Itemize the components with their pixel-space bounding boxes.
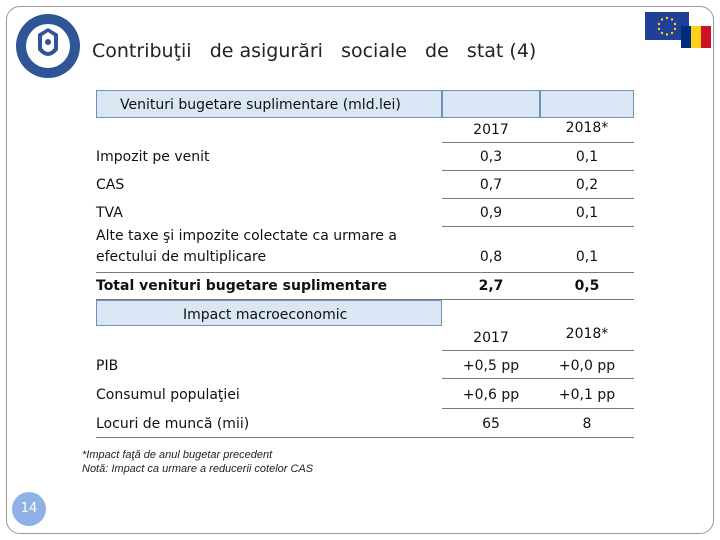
table1-col-2018: 2018* — [565, 120, 609, 136]
table2-header-label: Impact macroeconomic — [183, 307, 348, 323]
table-cell: 0,1 — [575, 205, 599, 221]
table-cell: +0,5 pp — [462, 358, 520, 374]
table-row-label: Impozit pe venit — [96, 149, 210, 165]
row-divider — [442, 226, 634, 227]
table-row-label: Consumul populaţiei — [96, 387, 240, 403]
table-cell: 65 — [482, 416, 500, 432]
table-cell: +0,6 pp — [462, 387, 520, 403]
row-divider — [442, 350, 634, 351]
eu-romania-flags-icon — [645, 12, 711, 48]
table-row-label: efectului de multiplicare — [96, 249, 267, 265]
table-cell: 8 — [582, 416, 592, 432]
table-cell: 0,1 — [575, 249, 599, 265]
table1-total-2017: 2,7 — [478, 278, 504, 294]
page-title: Contribuţii de asigurări sociale de stat (4) — [92, 40, 537, 62]
table-cell: 0,1 — [575, 149, 599, 165]
table-cell: 0,7 — [479, 177, 503, 193]
table-cell: 0,8 — [479, 249, 503, 265]
row-divider — [442, 170, 634, 171]
footnote-impact: *Impact faţă de anul bugetar precedent — [82, 449, 273, 461]
table-cell: 0,3 — [479, 149, 503, 165]
row-divider — [442, 408, 634, 409]
table-cell: +0,1 pp — [558, 387, 616, 403]
table1-2017-header-cell — [442, 90, 540, 118]
table-cell: +0,0 pp — [558, 358, 616, 374]
table-row-label: Alte taxe şi impozite colectate ca urmare a — [96, 228, 397, 244]
table-row-label: CAS — [96, 177, 125, 193]
table1-total-2018: 0,5 — [574, 278, 600, 294]
ministry-logo — [14, 12, 82, 80]
page-number: 14 — [12, 492, 46, 526]
table1-2018-header-cell — [540, 90, 634, 118]
row-divider — [96, 272, 634, 273]
row-divider — [442, 378, 634, 379]
table1-total-label: Total venituri bugetare suplimentare — [96, 278, 388, 294]
table-cell: 0,2 — [575, 177, 599, 193]
row-divider — [442, 198, 634, 199]
row-divider — [96, 437, 634, 438]
table2-col-2018: 2018* — [565, 326, 609, 342]
row-divider — [442, 142, 634, 143]
table2-col-2017: 2017 — [473, 330, 509, 346]
table-row-label: TVA — [96, 205, 123, 221]
table1-header-label: Venituri bugetare suplimentare (mld.lei) — [120, 97, 401, 113]
table-row-label: PIB — [96, 358, 119, 374]
table-cell: 0,9 — [479, 205, 503, 221]
footnote-note: Notă: Impact ca urmare a reducerii cotelor CAS — [82, 463, 314, 475]
table1-col-2017: 2017 — [473, 122, 509, 138]
table-row-label: Locuri de muncă (mii) — [96, 416, 250, 432]
